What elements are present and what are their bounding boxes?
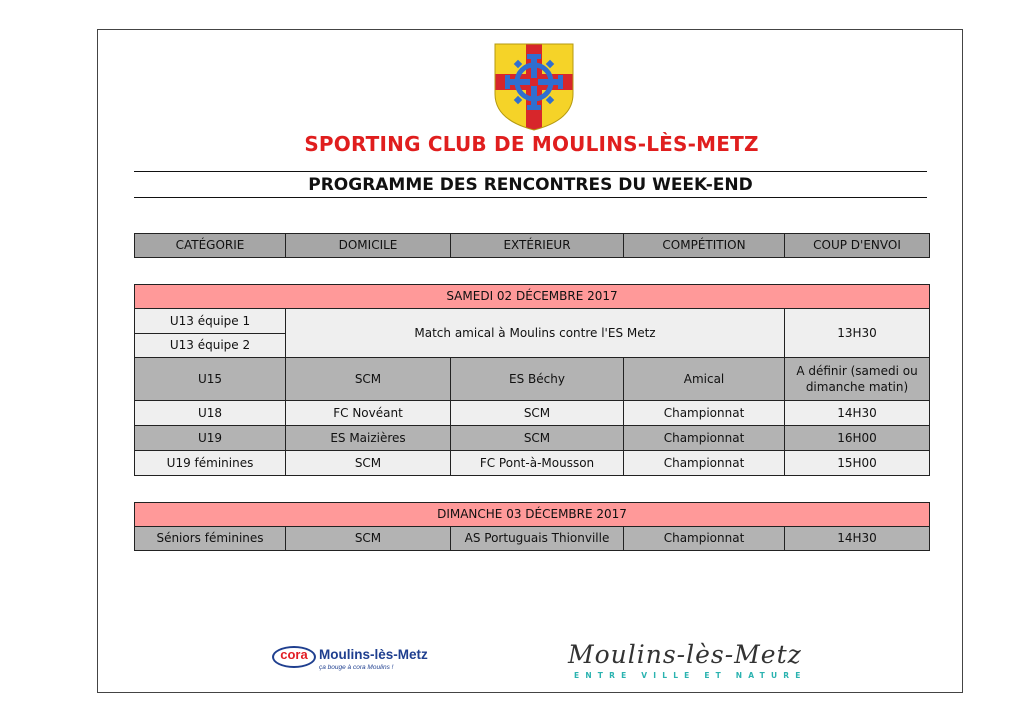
cell-home: ES Maizières bbox=[286, 426, 451, 451]
cell-kickoff: 16H00 bbox=[785, 426, 930, 451]
coat-of-arms-icon bbox=[493, 42, 575, 132]
cora-brand: cora bbox=[280, 647, 308, 662]
column-header-row bbox=[135, 234, 930, 258]
sunday-date: DIMANCHE 03 DÉCEMBRE 2017 bbox=[135, 503, 930, 527]
cell-competition: Amical bbox=[624, 358, 785, 401]
cell-competition: Championnat bbox=[624, 401, 785, 426]
cell-category: U15 bbox=[135, 358, 286, 401]
table-row bbox=[135, 426, 930, 451]
cell-home: SCM bbox=[286, 527, 451, 551]
cell-competition: Championnat bbox=[624, 451, 785, 476]
town-logo bbox=[568, 640, 818, 680]
u13-kickoff: 13H30 bbox=[785, 309, 930, 358]
cora-sponsor-logo bbox=[272, 643, 428, 675]
table-row bbox=[135, 358, 930, 401]
cell-kickoff: 14H30 bbox=[785, 401, 930, 426]
cell-away: SCM bbox=[451, 401, 624, 426]
cell-home: FC Novéant bbox=[286, 401, 451, 426]
column-header-table bbox=[134, 233, 930, 258]
cell-away: AS Portuguais Thionville bbox=[451, 527, 624, 551]
cell-away: ES Béchy bbox=[451, 358, 624, 401]
divider-top bbox=[134, 171, 927, 172]
header-competition: COMPÉTITION bbox=[624, 234, 785, 258]
cell-home: SCM bbox=[286, 358, 451, 401]
divider-bottom bbox=[134, 197, 927, 198]
cell-category: U19 bbox=[135, 426, 286, 451]
saturday-date-row bbox=[135, 285, 930, 309]
header-category: CATÉGORIE bbox=[135, 234, 286, 258]
page-subtitle: PROGRAMME DES RENCONTRES DU WEEK-END bbox=[308, 175, 753, 195]
saturday-date: SAMEDI 02 DÉCEMBRE 2017 bbox=[135, 285, 930, 309]
table-row bbox=[135, 309, 930, 334]
town-tagline: ENTRE VILLE ET NATURE bbox=[574, 671, 807, 680]
u13-team2: U13 équipe 2 bbox=[135, 334, 286, 358]
cell-home: SCM bbox=[286, 451, 451, 476]
sunday-date-row bbox=[135, 503, 930, 527]
u13-team1: U13 équipe 1 bbox=[135, 309, 286, 334]
sunday-table bbox=[134, 502, 930, 551]
table-row bbox=[135, 451, 930, 476]
cell-competition: Championnat bbox=[624, 527, 785, 551]
cell-away: FC Pont-à-Mousson bbox=[451, 451, 624, 476]
cell-category: U19 féminines bbox=[135, 451, 286, 476]
cell-category: Séniors féminines bbox=[135, 527, 286, 551]
table-row bbox=[135, 527, 930, 551]
u13-description: Match amical à Moulins contre l'ES Metz bbox=[286, 309, 785, 358]
table-row bbox=[135, 401, 930, 426]
cell-kickoff: A définir (samedi ou dimanche matin) bbox=[785, 358, 930, 401]
cora-store-name: Moulins-lès-Metz bbox=[319, 647, 428, 662]
cell-kickoff: 15H00 bbox=[785, 451, 930, 476]
club-title: SPORTING CLUB DE MOULINS-LÈS-METZ bbox=[304, 132, 759, 156]
header-kickoff: COUP D'ENVOI bbox=[785, 234, 930, 258]
header-home: DOMICILE bbox=[286, 234, 451, 258]
cell-away: SCM bbox=[451, 426, 624, 451]
cell-kickoff: 14H30 bbox=[785, 527, 930, 551]
cell-competition: Championnat bbox=[624, 426, 785, 451]
cora-tagline: ça bouge à cora Moulins ! bbox=[319, 664, 394, 671]
cell-category: U18 bbox=[135, 401, 286, 426]
saturday-table bbox=[134, 284, 930, 476]
town-name: Moulins-lès-Metz bbox=[568, 640, 802, 669]
header-away: EXTÉRIEUR bbox=[451, 234, 624, 258]
